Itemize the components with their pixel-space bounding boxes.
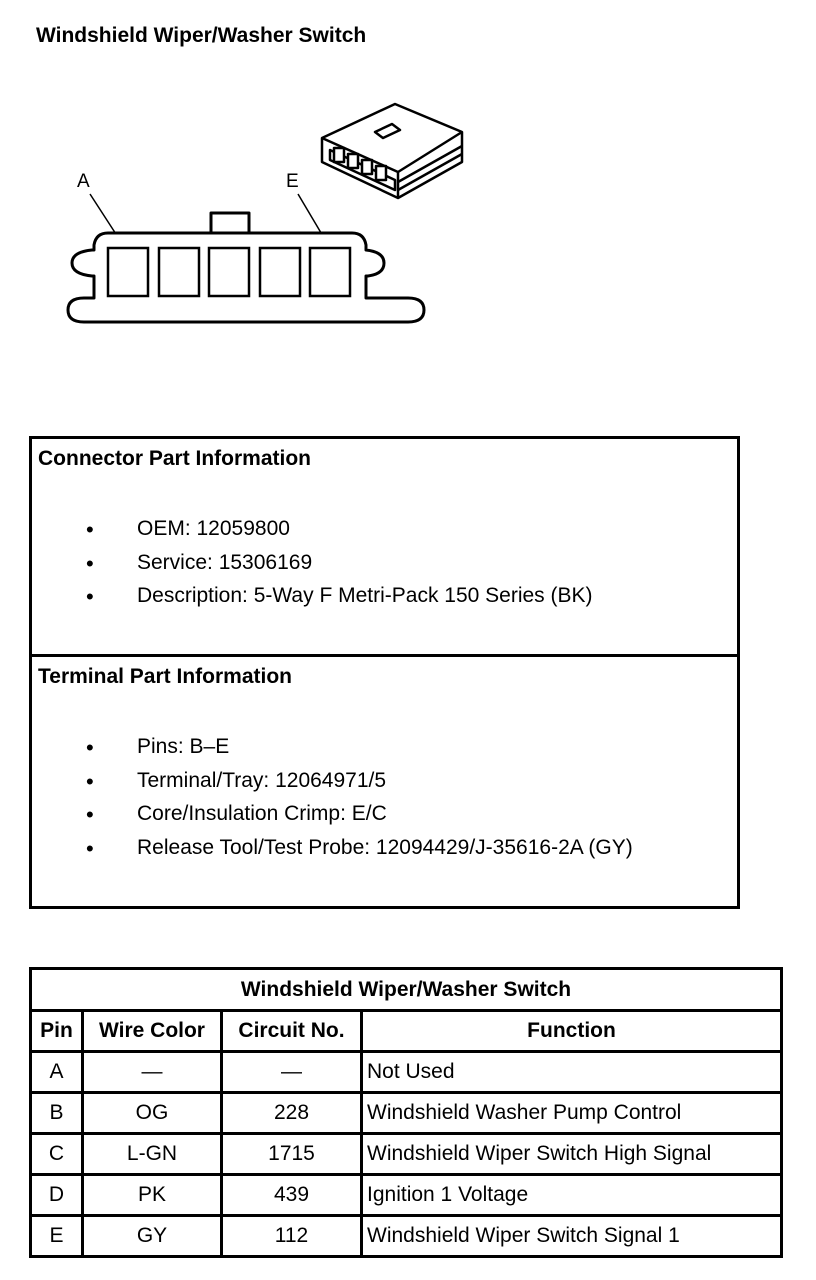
list-item (32, 584, 593, 618)
terminal-part-info-section (32, 657, 737, 906)
list-item (32, 551, 593, 585)
cavity-a (108, 248, 148, 296)
table-row (31, 1134, 782, 1175)
function-cell: Windshield Wiper Switch Signal 1 (362, 1216, 782, 1257)
connector-diagram (0, 90, 480, 340)
list-item (32, 735, 633, 769)
list-item-text: Service: 15306169 (137, 550, 313, 574)
table-header-row (31, 1011, 782, 1052)
table-row (31, 1216, 782, 1257)
circuit-no-cell: 439 (222, 1175, 362, 1216)
pin-label-e: E (286, 171, 299, 192)
table-row (31, 1175, 782, 1216)
terminal-part-info-heading: Terminal Part Information (38, 665, 292, 688)
column-header-pin: Pin (31, 1011, 83, 1052)
pin-cell: C (31, 1134, 83, 1175)
circuit-no-cell: — (222, 1052, 362, 1093)
list-item-text: OEM: 12059800 (137, 517, 290, 540)
bullet-icon: • (86, 768, 94, 794)
list-item-text: Description: 5-Way F Metri-Pack 150 Series (BK) (137, 584, 593, 607)
column-header-circuit-no: Circuit No. (222, 1011, 362, 1052)
list-item-text: Release Tool/Test Probe: 12094429/J-35616-2A (GY) (137, 835, 633, 859)
list-item (32, 517, 593, 551)
pin-cell: E (31, 1216, 83, 1257)
connector-part-info-heading: Connector Part Information (38, 447, 312, 470)
pin-out-table (29, 967, 783, 1258)
part-info-box (29, 436, 740, 909)
column-header-wire-color: Wire Color (83, 1011, 222, 1052)
connector-cavities (108, 248, 350, 296)
cavity-e (310, 248, 350, 296)
function-cell: Windshield Washer Pump Control (362, 1093, 782, 1134)
column-header-function: Function (362, 1011, 782, 1052)
table-caption-row (31, 969, 782, 1011)
cavity-c (209, 248, 249, 296)
circuit-no-cell: 1715 (222, 1134, 362, 1175)
function-cell: Ignition 1 Voltage (362, 1175, 782, 1216)
bullet-icon: • (86, 550, 94, 576)
pin-cell: D (31, 1175, 83, 1216)
connector-3d-illustration (322, 104, 462, 198)
circuit-no-cell: 228 (222, 1093, 362, 1134)
bullet-icon: • (86, 802, 94, 827)
wire-color-cell: GY (83, 1216, 222, 1257)
list-item-text: Core/Insulation Crimp: E/C (137, 802, 387, 825)
bullet-icon: • (86, 584, 94, 609)
list-item (32, 836, 633, 870)
page-title: Windshield Wiper/Washer Switch (36, 24, 367, 47)
pin-label-a: A (77, 171, 90, 192)
cavity-b (159, 248, 199, 296)
list-item-text: Pins: B–E (137, 735, 230, 758)
cavity-d (260, 248, 300, 296)
connector-part-info-section (32, 439, 737, 657)
terminal-part-info-list (32, 735, 633, 869)
pin-cell: A (31, 1052, 83, 1093)
list-item (32, 802, 633, 836)
wire-color-cell: — (83, 1052, 222, 1093)
list-item-text: Terminal/Tray: 12064971/5 (137, 768, 387, 792)
wire-color-cell: OG (83, 1093, 222, 1134)
list-item (32, 769, 633, 803)
wire-color-cell: PK (83, 1175, 222, 1216)
circuit-no-cell: 112 (222, 1216, 362, 1257)
table-row (31, 1052, 782, 1093)
wire-color-cell: L-GN (83, 1134, 222, 1175)
pin-cell: B (31, 1093, 83, 1134)
bullet-icon: • (86, 735, 94, 760)
bullet-icon: • (86, 835, 94, 861)
table-row (31, 1093, 782, 1134)
function-cell: Not Used (362, 1052, 782, 1093)
table-caption: Windshield Wiper/Washer Switch (31, 969, 782, 1011)
bullet-icon: • (86, 517, 94, 542)
connector-part-info-list (32, 517, 593, 618)
function-cell: Windshield Wiper Switch High Signal (362, 1134, 782, 1175)
